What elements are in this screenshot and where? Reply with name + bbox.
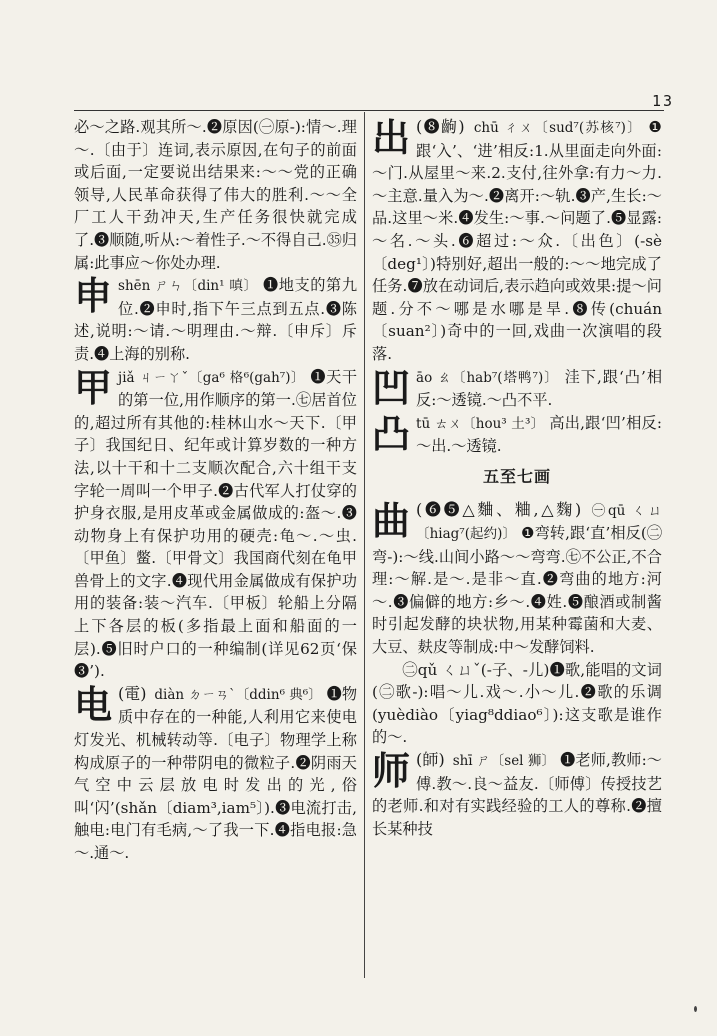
definition-dian: ❶物质中存在的一种能,人利用它来使电灯发光、机械转动等.〔电子〕物理学上称构成原子的一种带阴电的微粒子.❷阴雨天气空中云层放电时发出的光,俗叫‘闪’(shǎn〔diam³,iam⁵〕).❸电流打击,触电:电门有毛病,～了我一下.❹指电报:急～.通～.	[74, 684, 357, 862]
right-column	[372, 116, 662, 976]
top-rule	[74, 110, 664, 111]
traditional-dian: (電)	[118, 683, 147, 703]
pronunciation-tu: tū ㄊㄨ〔hou³ 土³〕	[416, 415, 545, 432]
column-divider	[364, 112, 365, 978]
pronunciation-dian: diàn ㄉㄧㄢˋ〔ddin⁶ 典⁶〕	[154, 686, 322, 703]
pronunciation-qu: ㊀qū ㄑㄩ〔hiag⁷(起约)〕	[416, 502, 662, 543]
definition-qu-second: ㊁qǔ ㄑㄩˇ(-子、-儿)❶歌,能唱的文词(㊁歌-):唱～儿.戏～.小～儿.❷歌的乐调(yuèdiào〔yiag⁸ddiao⁶〕):这支歌是谁作的～.	[372, 660, 662, 747]
traditional-shi: (師)	[416, 750, 445, 770]
pronunciation-ao: āo ㄠ〔hab⁷(塔鸭⁷)〕	[416, 369, 559, 386]
definition-tu: 高出,跟‘凹’相反:～出.～透镜.	[416, 413, 662, 456]
headword-chu: 出	[372, 116, 411, 160]
headword-qu: 曲	[372, 498, 411, 543]
entry-ao	[372, 366, 662, 412]
headword-shi: 师	[372, 749, 411, 794]
pronunciation-chu: chū ㄔㄨ〔sud⁷(苏核⁷)〕	[473, 120, 643, 136]
definition-jia: ❶天干的第一位,用作顺序的第一.㊆居首位的,超过所有其他的:桂林山水～天下.〔甲子〕我国纪日、纪年或计算岁数的一种方法,以十干和十二支顺次配合,六十组干支字轮一周叫一个甲子.❷古代军人打仗穿的护身衣服,是用皮革或金属做成的:盔～.❸动物身上有保护功用的硬壳:龟～.～虫.〔甲鱼〕鳖.〔甲骨文〕我国商代刻在龟甲兽骨上的文字.❹现代用金属做成有保护功用的装备:装～汽车.〔甲板〕轮船上分隔上下各层的板(多指最上面和船面的一层).❺旧时户口的一种编制(详见62页‘保❸’).	[74, 367, 357, 681]
entry-qu	[372, 499, 662, 659]
pronunciation-jia: jiǎ ㄐㄧㄚˇ〔ga⁶ 格⁶(gah⁷)〕	[118, 369, 306, 386]
entry-shen	[74, 274, 357, 365]
entry-continuation	[74, 116, 357, 274]
traditional-chu: (❽齣)	[416, 117, 465, 136]
definition-ao: 洼下,跟‘凸’相反:～透镜.～凸不平.	[416, 367, 662, 410]
headword-ao: 凹	[372, 365, 411, 410]
definition-qu: ❶弯转,跟‘直’相反(㊁弯-):～线.山间小路～～弯弯.㊆不公正,不合理:～解.是～.是非～直.❷弯曲的地方:河～.❸偏僻的地方:乡～.❹姓.❺酿酒或制酱时引起发酵的块状物,用某种霉菌和大麦、大豆、麸皮等制成:中～发酵饲料.	[372, 524, 662, 657]
headword-tu: 凸	[372, 411, 411, 456]
entry-shi	[372, 749, 662, 840]
left-column	[74, 116, 357, 976]
pronunciation-shen: shēn ㄕㄣ〔din¹ 嗔〕	[118, 278, 258, 295]
entry-chu	[372, 116, 662, 366]
entry-jia	[74, 366, 357, 683]
continuation-text: 必～之路.观其所～.❷原因(㊀原-):情～.理～.〔由于〕连词,表示原因,在句子的前面或后面,一定要说出结果来:～～党的正确领导,人民革命获得了伟大的胜利.～～全厂工人干劲冲天,生产任务很快就完成了.❸顺随,听从:～着性子.～不得自己.㉟归属:此事应～你处办理.	[74, 118, 357, 272]
scan-speck	[694, 1006, 697, 1012]
headword-dian: 电	[74, 682, 113, 727]
entry-qu-second	[372, 659, 662, 749]
entry-tu	[372, 412, 662, 458]
traditional-qu: (❻❺△麯、粬,△麴)	[416, 499, 582, 519]
page-number: 13	[652, 92, 675, 110]
headword-shen: 申	[74, 274, 113, 319]
definition-shen: ❶地支的第九位.❷申时,指下午三点到五点.❸陈述,说明:～请.～明理由.～辩.〔申斥〕斥责.❹上海的别称.	[74, 276, 357, 363]
pronunciation-shi: shī ㄕ〔sel 狮〕	[452, 753, 556, 770]
definition-shi: ❶老师,教师:～傅.教～.良～益友.〔师傅〕传授技艺的老师.和对有实践经验的工人的尊称.❷擅长某种技	[372, 751, 662, 838]
definition-chu: ❶跟‘入’、‘进’相反:1.从里面走向外面:～门.从屋里～来.2.支付,往外拿:有力～力.～主意.量入为～.❷离开:～轨.❸产,生长:～品.这里～米.❹发生:～事.～问题了.❺显露:～名.～头.❻超过:～众.〔出色〕(-sè〔deg¹〕)特别好,超出一般的:～～地完成了任务.❼放在动词后,表示趋向或效果:提～问题.分不～哪是水哪是旱.❽传(chuán〔suan²〕)奇中的一回,戏曲一次演唱的段落.	[372, 118, 662, 363]
section-title: 五至七画	[482, 466, 551, 486]
entry-dian	[74, 683, 357, 865]
headword-jia: 甲	[74, 365, 113, 410]
